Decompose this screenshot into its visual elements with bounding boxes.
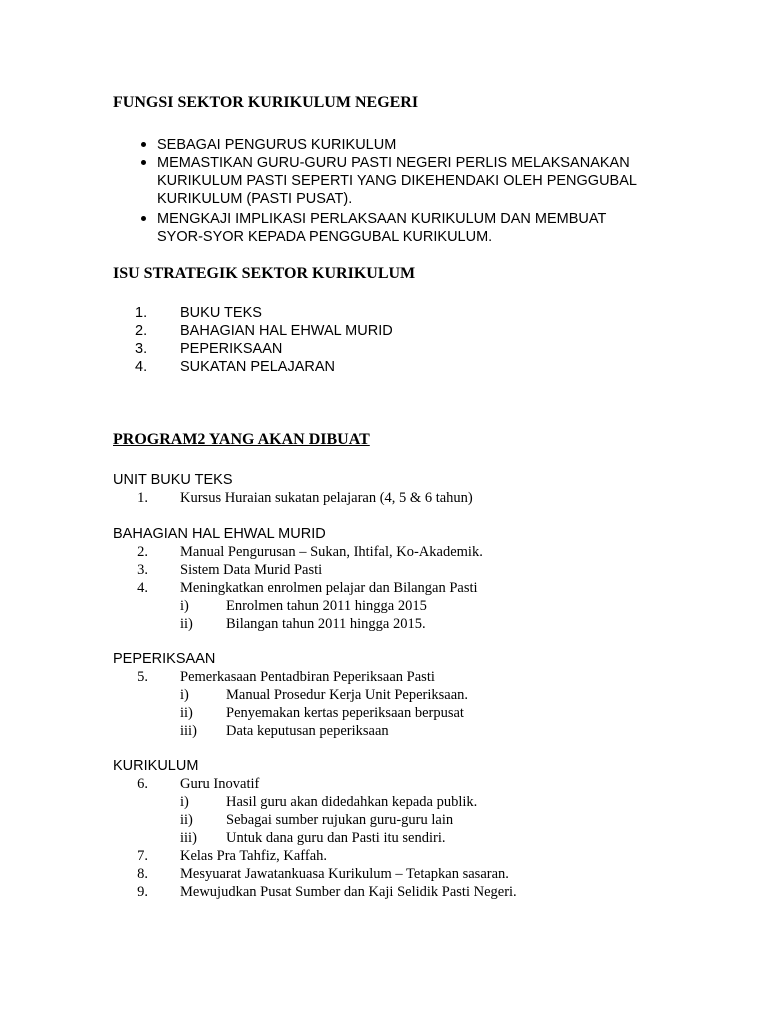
program-item: Sistem Data Murid Pasti: [180, 562, 323, 578]
program-item: Guru Inovatif: [180, 776, 260, 792]
bullet-item: SEBAGAI PENGURUS KURIKULUM: [157, 137, 397, 153]
bullet-icon: [141, 154, 149, 172]
sub-item: Bilangan tahun 2011 hingga 2015.: [226, 616, 426, 632]
unit-label: BAHAGIAN HAL EHWAL MURID: [113, 526, 326, 542]
sub-number: ii): [180, 705, 193, 721]
program-item: Mewujudkan Pusat Sumber dan Kaji Selidik Pasti Negeri.: [180, 884, 517, 900]
program-item: Meningkatkan enrolmen pelajar dan Bilangan Pasti: [180, 580, 478, 596]
unit-label: PEPERIKSAAN: [113, 651, 216, 667]
program-item: Kursus Huraian sukatan pelajaran (4, 5 & 6 tahun): [180, 490, 473, 506]
bullet-item: MENGKAJI IMPLIKASI PERLAKSAAN KURIKULUM DAN MEMBUAT SYOR-SYOR KEPADA PENGGUBAL KURIKULUM.: [157, 211, 607, 245]
list-item: BAHAGIAN HAL EHWAL MURID: [180, 323, 393, 339]
list-item: SUKATAN PELAJARAN: [180, 359, 335, 375]
sub-number: iii): [180, 723, 197, 739]
sub-item: Data keputusan peperiksaan: [226, 723, 389, 739]
list-item: PEPERIKSAAN: [180, 341, 283, 357]
unit-label: KURIKULUM: [113, 758, 199, 774]
program-number: 6.: [137, 776, 148, 792]
program-number: 2.: [137, 544, 148, 560]
program-number: 1.: [137, 490, 148, 506]
list-number: 3.: [135, 341, 148, 357]
sub-number: i): [180, 598, 189, 614]
list-number: 2.: [135, 323, 148, 339]
bullet-icon: [141, 210, 149, 228]
sub-number: ii): [180, 812, 193, 828]
sub-item: Untuk dana guru dan Pasti itu sendiri.: [226, 830, 446, 846]
program-number: 5.: [137, 669, 148, 685]
program-number: 9.: [137, 884, 148, 900]
sub-item: Manual Prosedur Kerja Unit Peperiksaan.: [226, 687, 469, 703]
sub-number: i): [180, 687, 189, 703]
program-number: 7.: [137, 848, 148, 864]
sub-number: i): [180, 794, 189, 810]
section-title-program: PROGRAM2 YANG AKAN DIBUAT: [113, 431, 370, 448]
sub-item: Penyemakan kertas peperiksaan berpusat: [226, 705, 464, 721]
program-number: 4.: [137, 580, 148, 596]
list-number: 1.: [135, 305, 148, 321]
program-item: Mesyuarat Jawatankuasa Kurikulum – Tetapkan sasaran.: [180, 866, 509, 882]
list-number: 4.: [135, 359, 148, 375]
section-title-fungsi: FUNGSI SEKTOR KURIKULUM NEGERI: [113, 94, 419, 111]
sub-item: Enrolmen tahun 2011 hingga 2015: [226, 598, 427, 614]
program-item: Manual Pengurusan – Sukan, Ihtifal, Ko-Akademik.: [180, 544, 483, 560]
section-title-isu: ISU STRATEGIK SEKTOR KURIKULUM: [113, 265, 416, 282]
sub-item: Sebagai sumber rujukan guru-guru lain: [226, 812, 454, 828]
program-item: Pemerkasaan Pentadbiran Peperiksaan Pasti: [180, 669, 435, 685]
program-item: Kelas Pra Tahfiz, Kaffah.: [180, 848, 328, 864]
program-number: 8.: [137, 866, 148, 882]
bullet-icon: [141, 136, 149, 154]
sub-number: ii): [180, 616, 193, 632]
unit-label: UNIT BUKU TEKS: [113, 472, 233, 488]
program-number: 3.: [137, 562, 148, 578]
sub-item: Hasil guru akan didedahkan kepada publik.: [226, 794, 478, 810]
sub-number: iii): [180, 830, 197, 846]
bullet-item: MEMASTIKAN GURU-GURU PASTI NEGERI PERLIS MELAKSANAKAN KURIKULUM PASTI SEPERTI YANG DIKEHENDAKI OLEH PENGGUBAL KURIKULUM (PASTI PUSAT).: [157, 155, 637, 207]
list-item: BUKU TEKS: [180, 305, 262, 321]
